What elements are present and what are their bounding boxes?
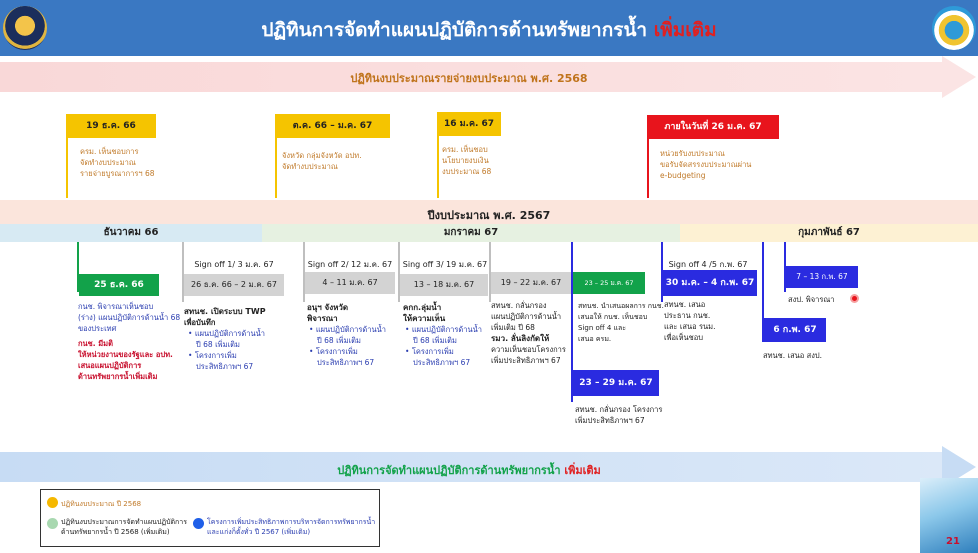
header-bar (0, 0, 978, 56)
signoff4-header: Sign off 4 /5 ก.พ. 67 (668, 260, 748, 269)
dec25-date: 25 ธ.ค. 66 (79, 274, 159, 296)
signoff4-date: 30 ม.ค. – 4 ก.พ. 67 (663, 270, 757, 296)
feb7-date: 7 – 13 ก.พ. 67 (786, 266, 858, 288)
budget-event-date-4: ภายในวันที่ 26 ม.ค. 67 (647, 115, 779, 139)
budget-calendar-arrow (0, 62, 978, 92)
jan19-desc: สทนช. กลั่นกรอง แผนปฏิบัติการด้านน้ำ เพิ่มเติม ปี 68 รมว. ลั่นลิงกัดให้ ความเห็นชอบโครงการ เพิ่มประสิทธิภาพฯ 67 (491, 301, 566, 365)
jan23-desc: สทนช. นำเสนอผลการ กนช. เสนอให้ กนช. เห็นชอบ Sign off 4 และ เสนอ ครม. (578, 302, 664, 343)
budget-event-date-2: ต.ค. 66 – ม.ค. 67 (275, 114, 390, 138)
feb6-date: 6 ก.พ. 67 (764, 318, 826, 342)
month-december: ธันวาคม 66 (0, 224, 262, 242)
signoff3-date: 13 – 18 ม.ค. 67 (400, 274, 488, 296)
budget-event-desc-2: จังหวัด กลุ่มจังหวัด อปท. จัดทำงบประมาณ (282, 151, 362, 171)
water-plan-arrow-label: ปฏิทินการจัดทำแผนปฏิบัติการด้านทรัพยากรน้ำ เพิ่มเติม (337, 464, 601, 477)
legend-dot-water-plan (47, 518, 58, 529)
fiscal-year-band (0, 200, 978, 224)
legend-text-budget: ปฏิทินงบประมาณ ปี 2568 (61, 500, 142, 508)
feb7-desc: สงป. พิจารณา (788, 295, 835, 304)
budget-arrow-head (942, 56, 976, 98)
jan23b-desc: สทนช. กลั่นกรอง โครงการ เพิ่มประสิทธิภาพฯ 67 (575, 405, 663, 425)
onwr-logo-icon (932, 6, 976, 50)
signoff2-header: Sign off 2/ 12 ม.ค. 67 (307, 260, 393, 269)
page-number: 21 (946, 536, 960, 547)
month-february: กุมภาพันธ์ 67 (680, 224, 978, 242)
budget-event-desc-1: ครม. เห็นชอบการ จัดทำงบประมาณ รายจ่ายบูรณาการฯ 68 (80, 147, 155, 178)
signoff1-header: Sign off 1/ 3 ม.ค. 67 (194, 260, 274, 269)
signoff3-desc: คกก.ลุ่มน้ำ ให้ความเห็น • แผนปฏิบัติการด้านน้ำ ปี 68 เพิ่มเติม • โครงการเพิ่ม ประสิทธิภาพฯ 67 (403, 303, 482, 367)
budget-event-line-2 (275, 138, 277, 198)
signoff3-header: Sing off 3/ 19 ม.ค. 67 (402, 260, 488, 269)
legend-dot-budget (47, 497, 58, 508)
signoff2-date: 4 – 11 ม.ค. 67 (305, 272, 395, 294)
budget-event-line-4 (647, 139, 649, 198)
jan23-date: 23 – 25 ม.ค. 67 (573, 272, 645, 294)
legend-text-water-plan: ปฏิทินงบประมาณการจัดทำแผนปฏิบัติการ ด้านทรัพยากรน้ำ ปี 2568 (เพิ่มเติม) (61, 518, 187, 536)
budget-arrow-label: ปฏิทินงบประมาณรายจ่ายงบประมาณ พ.ศ. 2568 (350, 72, 588, 85)
budget-event-line-1 (66, 138, 68, 198)
page-title-main: ปฏิทินการจัดทำแผนปฏิบัติการด้านทรัพยากรน้ำ (261, 19, 648, 41)
signoff1-date: 26 ธ.ค. 66 – 2 ม.ค. 67 (184, 274, 284, 296)
legend-text-efficiency: โครงการเพิ่มประสิทธิภาพการบริหารจัดการทรัพยากรน้ำ และแก่งก็ตั้งทั่ว ปี 2567 (เพิ่มเติม) (207, 518, 376, 536)
cursor-pointer-icon (850, 294, 859, 303)
budget-event-date-1: 19 ธ.ค. 66 (66, 114, 156, 138)
feb6-desc: สทนช. เสนอ สงป. (763, 351, 823, 360)
budget-event-desc-4: หน่วยรับงบประมาณ ขอรับจัดสรรงบประมาณผ่าน e-budgeting (660, 149, 752, 180)
legend-dot-efficiency (193, 518, 204, 529)
budget-event-desc-3: ครม. เห็นชอบ นโยบายงบเงิน งบประมาณ 68 (442, 145, 492, 176)
page-title (0, 15, 978, 45)
legend-box (40, 489, 380, 547)
dec25-desc: กนช. พิจารณาเห็นชอบ (ร่าง) แผนปฏิบัติการด้านน้ำ 68 ของประเทศ กนช. มีมติ ให้หน่วยงานของรัฐและ อปท. เสนอแผนปฏิบัติการ ด้านทรัพยากรน้ำเพิ่มเติม (78, 302, 181, 381)
page-title-accent: เพิ่มเติม (653, 19, 717, 41)
jan23b-date: 23 – 29 ม.ค. 67 (573, 370, 659, 396)
budget-event-line-3 (437, 136, 439, 198)
signoff4-desc: สทนช. เสนอ ประธาน กนช. และ เสนอ รนม. เพื่อเห็นชอบ (664, 300, 716, 342)
water-plan-calendar-arrow (0, 452, 978, 482)
jan19-date: 19 – 22 ม.ค. 67 (491, 272, 571, 294)
signoff1-desc: สทนช. เปิดระบบ TWP เพื่อบันทึก • แผนปฏิบัติการด้านน้ำ ปี 68 เพิ่มเติม • โครงการเพิ่ม ประสิทธิภาพฯ 67 (184, 307, 266, 371)
budget-event-date-3: 16 ม.ค. 67 (437, 112, 501, 136)
month-january: มกราคม 67 (262, 224, 680, 242)
signoff2-desc: อนุฯ จังหวัด พิจารณา • แผนปฏิบัติการด้านน้ำ ปี 68 เพิ่มเติม • โครงการเพิ่ม ประสิทธิภาพฯ 67 (307, 303, 386, 367)
fiscal-year-label: ปีงบประมาณ พ.ศ. 2567 (427, 209, 551, 222)
